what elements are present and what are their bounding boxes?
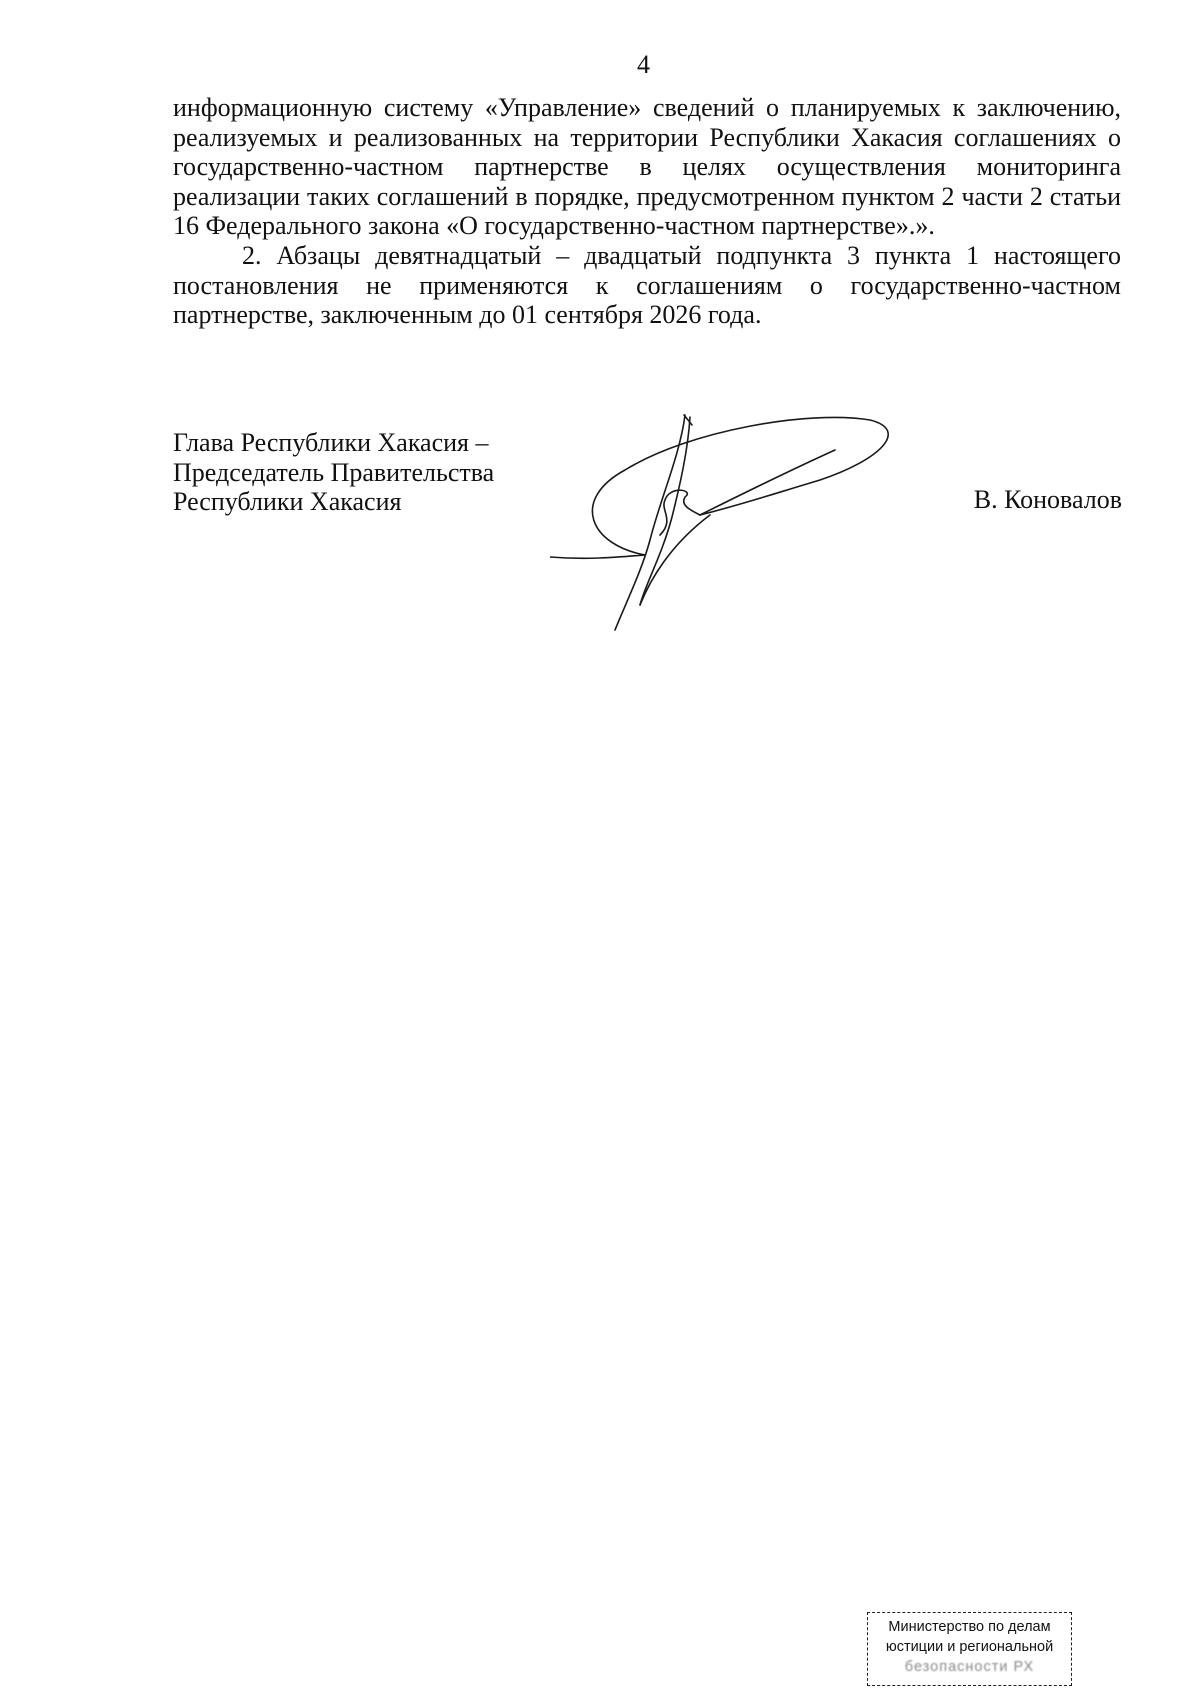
signatory-title-line: Глава Республики Хакасия –	[173, 428, 489, 457]
ministry-registration-stamp	[867, 1612, 1072, 1686]
handwritten-signature	[550, 405, 930, 635]
stamp-line: юстиции и региональной	[885, 1639, 1054, 1655]
paragraph-continuation: информационную систему «Управление» сведений о планируемых к заключению, реализуемых и реализованных на территории Республики Хакасия соглашениях о государственно-частном партнерстве в целях осуществления мониторинга реализации таких соглашений в порядке, предусмотренном пунктом 2 части 2 статьи 16 Федерального закона «О государственно-частном партнерстве».».	[173, 93, 1121, 241]
document-body	[173, 93, 1121, 330]
paragraph-item-2: 2. Абзацы девятнадцатый – двадцатый подпункта 3 пункта 1 настоящего постановления не применяются к соглашениям о государственно-частном партнерстве, заключенным до 01 сентября 2026 года.	[173, 240, 1121, 330]
signatory-title-line: Республики Хакасия	[173, 487, 402, 516]
signatory-title	[173, 428, 494, 517]
signer-name: В. Коновалов	[973, 485, 1122, 514]
signatory-title-line: Председатель Правительства	[173, 457, 495, 487]
stamp-line-faded: безопасности РХ	[904, 1659, 1035, 1675]
page-number: 4	[637, 50, 650, 79]
stamp-line: Министерство по делам	[888, 1619, 1051, 1635]
